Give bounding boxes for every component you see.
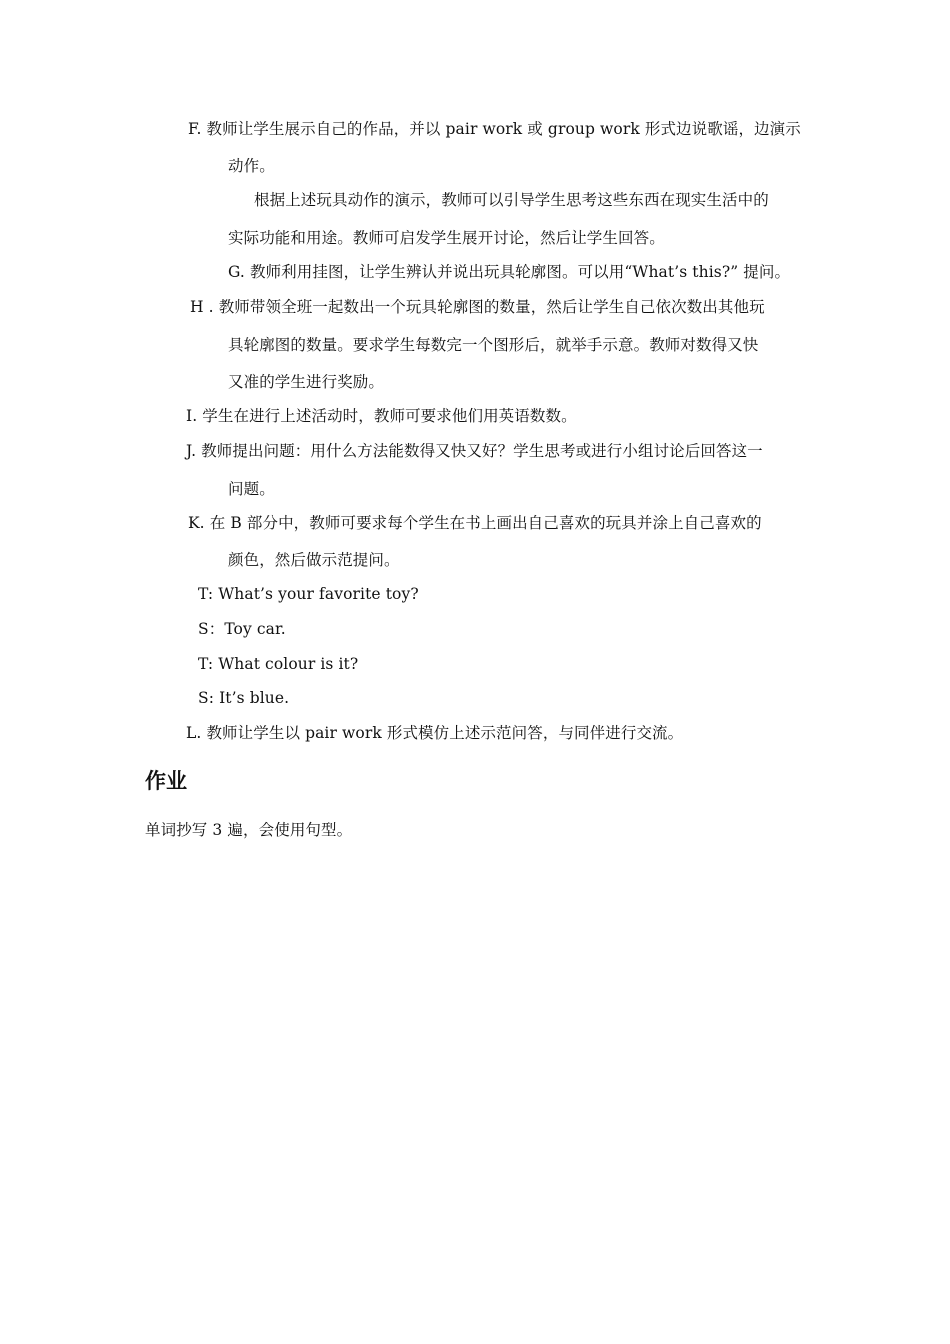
dialogue-line-3: T: What colour is it?	[198, 655, 359, 673]
step-l-line-1: L. 教师让学生以 pair work 形式模仿上述示范问答，与同伴进行交流。	[186, 724, 684, 742]
step-h-line-3: 又准的学生进行奖励。	[228, 373, 385, 391]
step-j-line-2: 问题。	[228, 480, 275, 498]
step-k-line-2: 颜色，然后做示范提问。	[228, 551, 400, 569]
dialogue-line-2: S：Toy car.	[198, 620, 286, 638]
step-h-line-2: 具轮廓图的数量。要求学生每数完一个图形后，就举手示意。教师对数得又快	[228, 336, 759, 354]
dialogue-line-4: S: It’s blue.	[198, 689, 290, 707]
step-f-line-2: 动作。	[228, 157, 275, 175]
homework-text: 单词抄写 3 遍，会使用句型。	[145, 821, 353, 839]
dialogue-line-1: T: What’s your favorite toy?	[198, 585, 419, 603]
step-g-line-1: G. 教师利用挂图，让学生辨认并说出玩具轮廓图。可以用“What’s this?” 提问。	[228, 263, 791, 281]
note-line-1: 根据上述玩具动作的演示，教师可以引导学生思考这些东西在现实生活中的	[254, 191, 769, 209]
homework-heading: 作业	[145, 769, 187, 793]
step-f-line-1: F. 教师让学生展示自己的作品，并以 pair work 或 group work 形式边说歌谣，边演示	[188, 120, 801, 138]
step-j-line-1: J. 教师提出问题：用什么方法能数得又快又好？学生思考或进行小组讨论后回答这一	[186, 442, 763, 460]
step-h-line-1: H . 教师带领全班一起数出一个玩具轮廓图的数量，然后让学生自己依次数出其他玩	[190, 298, 765, 316]
step-i-line-1: I. 学生在进行上述活动时，教师可要求他们用英语数数。	[186, 407, 577, 425]
note-line-2: 实际功能和用途。教师可启发学生展开讨论，然后让学生回答。	[228, 229, 665, 247]
step-k-line-1: K. 在 B 部分中，教师可要求每个学生在书上画出自己喜欢的玩具并涂上自己喜欢的	[188, 514, 762, 532]
